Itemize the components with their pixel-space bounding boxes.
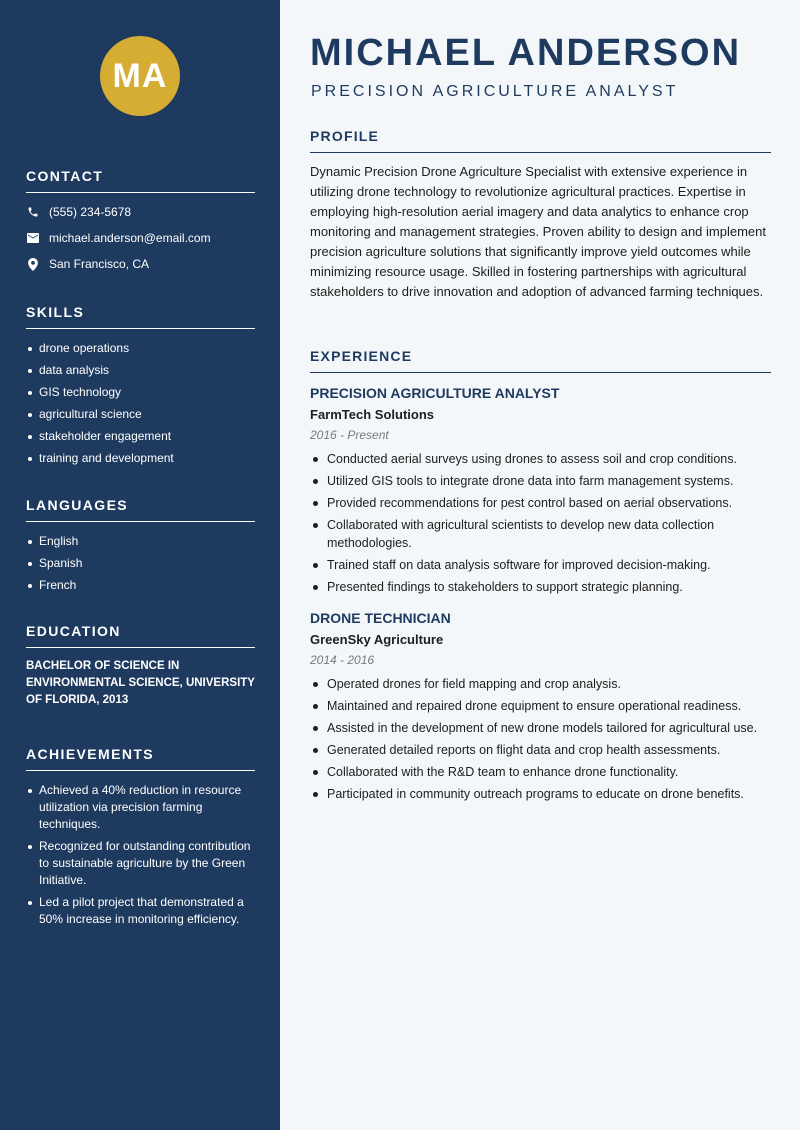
job-bullet: Assisted in the development of new drone models tailored for agricultural use.: [310, 719, 771, 737]
contact-email-text[interactable]: michael.anderson@email.com: [49, 231, 211, 245]
contact-location-text: San Francisco, CA: [49, 257, 150, 271]
email-icon: [26, 231, 40, 245]
job-bullet: Participated in community outreach programs to educate on drone benefits.: [310, 785, 771, 803]
skill-item: agricultural science: [26, 406, 255, 423]
job-bullet: Generated detailed reports on flight data and crop health assessments.: [310, 741, 771, 759]
contact-heading: CONTACT: [26, 168, 255, 193]
languages-heading: LANGUAGES: [26, 497, 255, 522]
job-entry: [310, 385, 771, 596]
language-item: French: [26, 577, 255, 594]
achievements-list: [26, 782, 255, 928]
education-degree: BACHELOR OF SCIENCE IN ENVIRONMENTAL SCIENCE, UNIVERSITY OF FLORIDA, 2013: [26, 660, 255, 706]
skills-list: [26, 340, 255, 467]
contact-phone: [26, 205, 255, 219]
job-title: PRECISION AGRICULTURE ANALYST: [310, 385, 560, 401]
skill-item: drone operations: [26, 340, 255, 357]
skills-section: [26, 304, 255, 472]
education-heading: EDUCATION: [26, 623, 255, 648]
avatar: [100, 36, 180, 116]
job-dates: 2014 - 2016: [310, 653, 375, 667]
job-entry: [310, 610, 771, 803]
job-bullet: Collaborated with agricultural scientists to develop new data collection methodologies.: [310, 516, 771, 552]
job-title: DRONE TECHNICIAN: [310, 610, 451, 626]
language-item: English: [26, 533, 255, 550]
job-bullets: [310, 450, 771, 596]
phone-icon: [26, 205, 40, 219]
sidebar: [0, 0, 280, 1130]
job-dates: 2016 - Present: [310, 428, 389, 442]
education-section: [26, 623, 255, 709]
achievement-item: Recognized for outstanding contribution to sustainable agriculture by the Green Initiative.: [26, 838, 255, 889]
profile-section: [310, 128, 771, 302]
achievement-item: Led a pilot project that demonstrated a 50% increase in monitoring efficiency.: [26, 894, 255, 928]
contact-phone-text[interactable]: (555) 234-5678: [49, 205, 132, 219]
job-bullet: Maintained and repaired drone equipment to ensure operational readiness.: [310, 697, 771, 715]
experience-section: [310, 348, 771, 807]
job-bullet: Trained staff on data analysis software for improved decision-making.: [310, 556, 771, 574]
language-item: Spanish: [26, 555, 255, 572]
languages-list: [26, 533, 255, 594]
contact-email: [26, 231, 255, 245]
profile-heading: PROFILE: [310, 128, 771, 153]
skills-heading: SKILLS: [26, 304, 255, 329]
candidate-name: MICHAEL ANDERSON: [310, 32, 742, 74]
contact-location: [26, 257, 255, 271]
achievement-item: Achieved a 40% reduction in resource utilization via precision farming techniques.: [26, 782, 255, 833]
job-bullets: [310, 675, 771, 803]
achievements-heading: ACHIEVEMENTS: [26, 746, 255, 771]
job-company: FarmTech Solutions: [310, 407, 434, 422]
job-bullet: Presented findings to stakeholders to support strategic planning.: [310, 578, 771, 596]
job-bullet: Collaborated with the R&D team to enhance drone functionality.: [310, 763, 771, 781]
job-bullet: Utilized GIS tools to integrate drone data into farm management systems.: [310, 472, 771, 490]
skill-item: stakeholder engagement: [26, 428, 255, 445]
job-company: GreenSky Agriculture: [310, 632, 444, 647]
achievements-section: [26, 746, 255, 933]
job-bullet: Conducted aerial surveys using drones to assess soil and crop conditions.: [310, 450, 771, 468]
avatar-initials: MA: [112, 56, 168, 95]
main-content: [280, 0, 800, 1130]
skill-item: GIS technology: [26, 384, 255, 401]
contact-section: [26, 168, 255, 271]
job-bullet: Provided recommendations for pest control based on aerial observations.: [310, 494, 771, 512]
profile-text: Dynamic Precision Drone Agriculture Specialist with extensive experience in utilizing drone technology to revolutionize agricultural practices. Expertise in employing high-resolution aerial imagery and data analytics to enhance crop monitoring and management strategies. Proven ability to design and implement precision agriculture solutions that significantly improve yield outcomes while minimizing resource usage. Skilled in fostering partnerships with agricultural stakeholders to drive innovation and adoption of advanced farming techniques.: [310, 164, 766, 299]
languages-section: [26, 497, 255, 599]
job-bullet: Operated drones for field mapping and crop analysis.: [310, 675, 771, 693]
skill-item: data analysis: [26, 362, 255, 379]
location-pin-icon: [26, 257, 40, 271]
skill-item: training and development: [26, 450, 255, 467]
experience-heading: EXPERIENCE: [310, 348, 771, 373]
candidate-title: PRECISION AGRICULTURE ANALYST: [311, 83, 679, 100]
